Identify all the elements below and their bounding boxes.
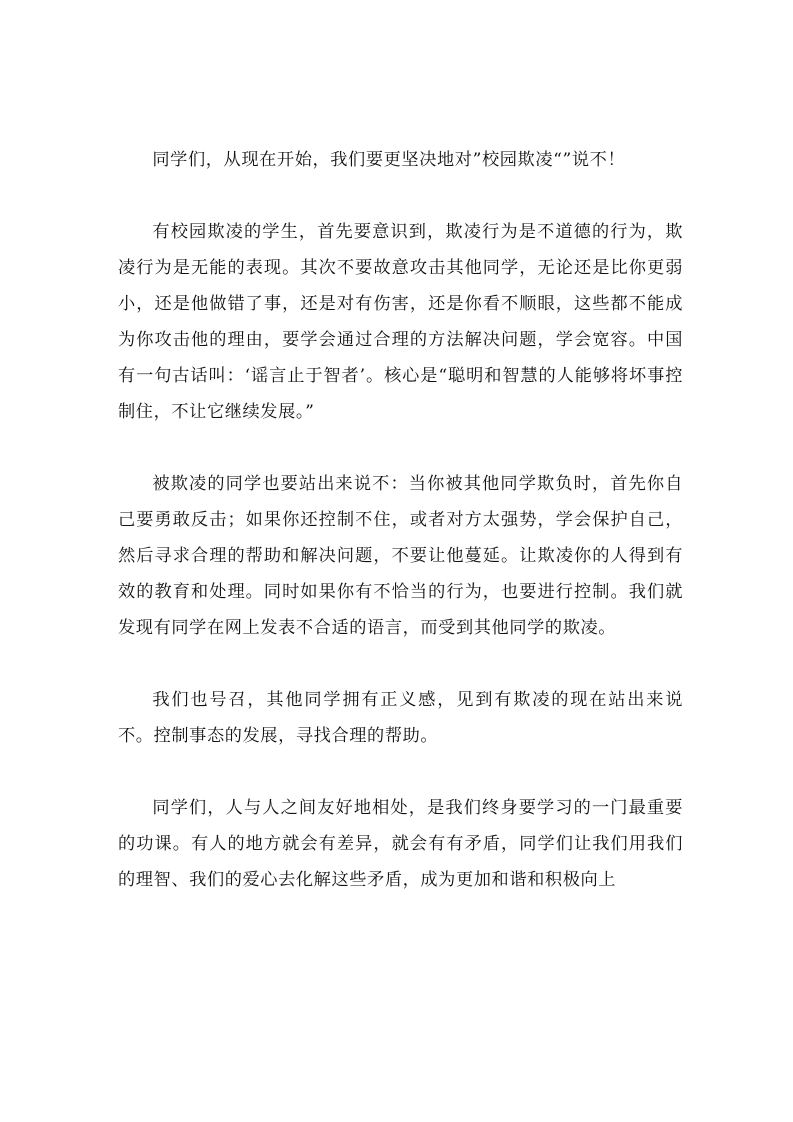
paragraph-1: 同学们，从现在开始，我们要更坚决地对”校园欺凌“”说不！ <box>152 150 626 170</box>
paragraph-5: 同学们，人与人之间友好地相处，是我们终身要学习的一门最重要的功课。有人的地方就会有差异，就会有有矛盾，同学们让我们用我们的理智、我们的爱心去化解这些矛盾，成为更加和谐和积极向上 <box>118 798 683 890</box>
paragraph-4: 我们也号召，其他同学拥有正义感，见到有欺凌的现在站出来说不。控制事态的发展，寻找合理的帮助。 <box>118 690 683 746</box>
paragraph-3: 被欺凌的同学也要站出来说不：当你被其他同学欺负时，首先你自己要勇敢反击；如果你还控制不住，或者对方太强势，学会保护自己，然后寻求合理的帮助和解决问题，不要让他蔓延。让欺凌你的人得到有效的教育和处理。同时如果你有不恰当的行为，也要进行控制。我们就发现有同学在网上发表不合适的语言，而受到其他同学的欺凌。 <box>118 474 683 638</box>
document-body <box>118 142 683 934</box>
paragraph-2: 有校园欺凌的学生，首先要意识到，欺凌行为是不道德的行为，欺凌行为是无能的表现。其次不要故意攻击其他同学，无论还是比你更弱小，还是他做错了事，还是对有伤害，还是你看不顺眼，这些都不能成为你攻击他的理由，要学会通过合理的方法解决问题，学会宽容。中国有一句古话叫：‘谣言止于智者’。核心是“聪明和智慧的人能够将坏事控制住，不让它继续发展。” <box>118 222 683 422</box>
